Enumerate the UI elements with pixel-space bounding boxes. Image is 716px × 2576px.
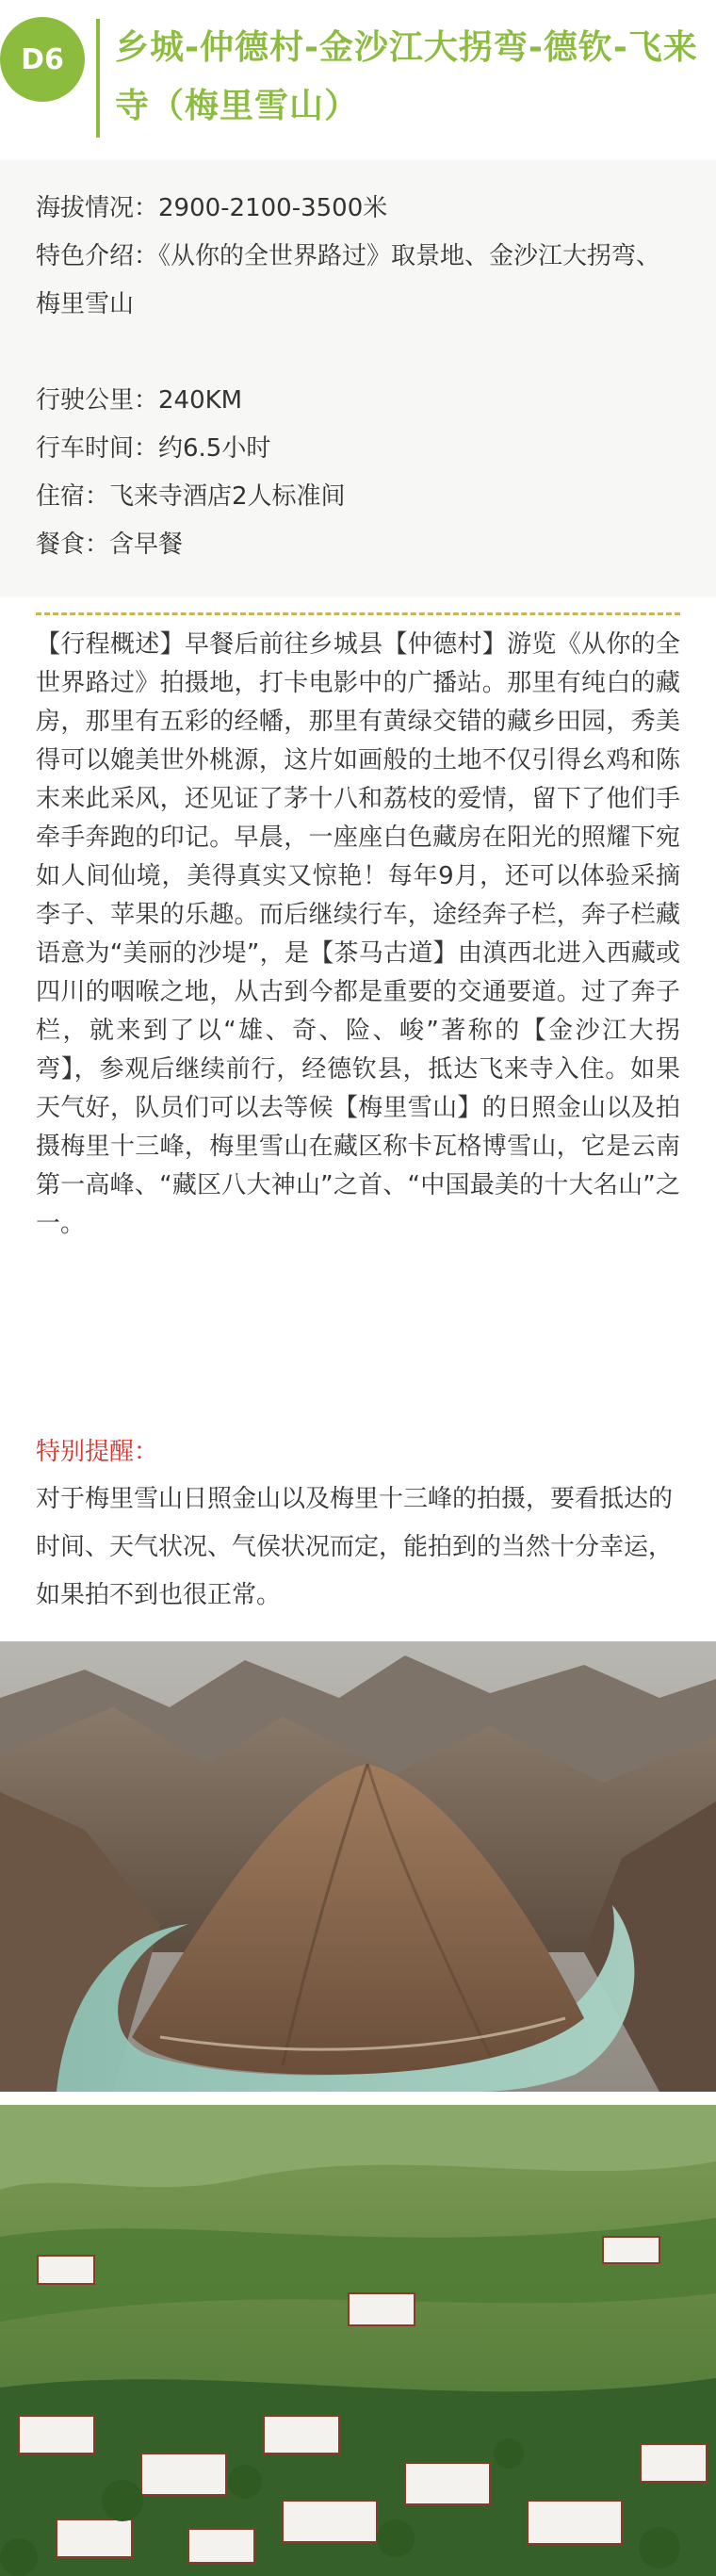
meals-info: 餐食：含早餐 xyxy=(36,530,184,559)
river-bend-photo xyxy=(0,1641,716,2092)
reminder-text: 对于梅里雪山日照金山以及梅里十三峰的拍摄，要看抵达的时间、天气状况、气侯状况而定，能拍到的当然十分幸运，如果拍不到也很正常。 xyxy=(36,1485,674,1609)
features-info: 特色介绍：《从你的全世界路过》取景地、金沙江大拐弯、梅里雪山 xyxy=(36,242,661,318)
reminder-title: 特别提醒： xyxy=(36,1438,159,1466)
itinerary-overview: 【行程概述】早餐后前往乡城县【仲德村】游览《从你的全世界路过》拍摄地，打卡电影中的广播站。那里有纯白的藏房，那里有五彩的经幡，那里有黄绿交错的藏乡田园，秀美得可以媲美世外桃源，这片如画般的土地不仅引得幺鸡和陈末来此采风，还见证了茅十八和荔枝的爱情，留下了他们手牵手奔跑的印记。早晨，一座座白色藏房在阳光的照耀下宛如人间仙境，美得真实又惊艳！每年9月，还可以体验采摘李子、苹果的乐趣。而后继续行车，途经奔子栏，奔子栏藏语意为“美丽的沙堤”，是【茶马古道】由滇西北进入西藏或四川的咽喉之地，从古到今都是重要的交通要道。过了奔子栏，就来到了以“雄、奇、险、峻”著称的【金沙江大拐弯】，参观后继续前行，经德钦县，抵达飞来寺入住。如果天气好，队员们可以去等候【梅里雪山】的日照金山以及拍摄梅里十三峰，梅里雪山在藏区称卡瓦格博雪山，它是云南第一高峰、“藏区八大神山”之首、“中国最美的十大名山”之一。 xyxy=(36,630,680,1238)
river-bend-illustration xyxy=(0,1641,716,2092)
title-accent-bar xyxy=(96,19,100,138)
trip-info-card xyxy=(0,160,716,597)
altitude-info: 海拔情况：2900-2100-3500米 xyxy=(36,194,388,222)
village-illustration xyxy=(0,2105,716,2576)
day-label: D6 xyxy=(21,42,64,76)
day-badge xyxy=(0,17,85,102)
lodging-info: 住宿：飞来寺酒店2人标准间 xyxy=(36,482,346,511)
page-title: 乡城-仲德村-金沙江大拐弯-德钦-飞来寺（梅里雪山） xyxy=(115,28,698,125)
tibetan-village-photo xyxy=(0,2105,716,2576)
info-spacer xyxy=(36,329,682,377)
drive-time-info: 行车时间：约6.5小时 xyxy=(36,434,271,463)
dashed-divider xyxy=(36,612,680,615)
distance-info: 行驶公里：240KM xyxy=(36,386,243,415)
day-header xyxy=(0,0,716,151)
